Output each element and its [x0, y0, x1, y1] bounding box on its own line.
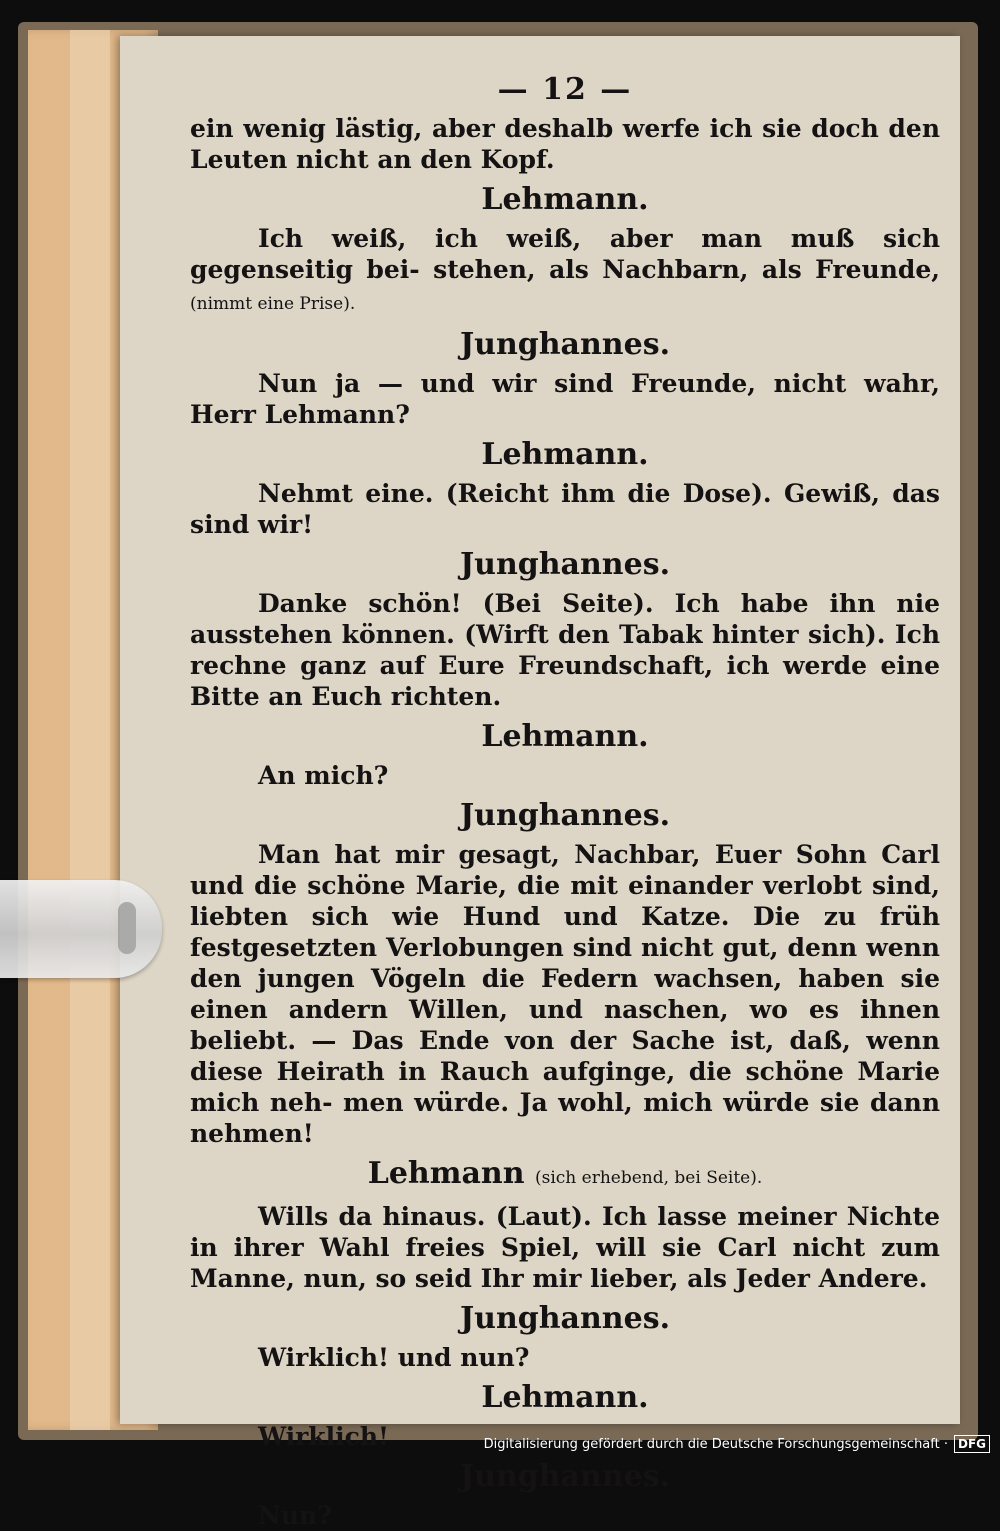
dfg-logo-icon: DFG [954, 1435, 990, 1453]
speaker-name: Junghannes. [459, 547, 671, 582]
speaker-heading [190, 1458, 940, 1496]
dialogue-paragraph [190, 588, 940, 712]
speaker-name: Junghannes. [459, 327, 671, 362]
page-number: — 12 — [497, 72, 633, 107]
paragraph-text: Man hat mir gesagt, Nachbar, Euer Sohn Carl und die schöne Marie, die mit einander verlobt sind, liebten sich wie Hund und Katze. Die zu früh festgesetzten Verlobungen sind nicht gut, denn wenn den jungen Vögeln die Federn wachsen, haben sie einen andern Willen, und naschen, wo es ihnen beliebt. — Das Ende von der Sache ist, daß, wenn diese Heirath in Rauch aufginge, die schöne Marie mich neh- men würde. Ja wohl, mich würde sie dann nehmen! [190, 840, 940, 1148]
paragraph-text: Wirklich! und nun? [258, 1343, 530, 1372]
speaker-heading [190, 326, 940, 364]
page-clip [0, 880, 162, 978]
speaker-name: Lehmann. [481, 719, 649, 754]
cover-strip [70, 30, 110, 1430]
speaker-heading [190, 718, 940, 756]
speaker-heading [190, 181, 940, 219]
dialogue-paragraph [190, 368, 940, 430]
speaker-heading [190, 797, 940, 835]
speaker-heading [190, 546, 940, 584]
speaker-heading [190, 436, 940, 474]
dialogue-paragraph [190, 1500, 940, 1531]
paragraph-text: Nehmt eine. (Reicht ihm die Dose). Gewiß, das sind wir! [190, 479, 940, 539]
page-content [190, 72, 940, 1531]
dialogue-paragraph [190, 223, 940, 320]
paragraph-text: Wills da hinaus. (Laut). Ich lasse meiner Nichte in ihrer Wahl freies Spiel, will sie Carl nicht zum Manne, nun, so seid Ihr mir lieber, als Jeder Andere. [190, 1202, 940, 1293]
dialogue-paragraph [190, 839, 940, 1149]
paragraph-text: ein wenig lästig, aber deshalb werfe ich sie doch den Leuten nicht an den Kopf. [190, 114, 940, 174]
stage-direction: (nimmt eine Prise). [190, 294, 356, 314]
footer [484, 1435, 990, 1453]
dialogue-paragraph [190, 1201, 940, 1294]
paragraph-text: Danke schön! (Bei Seite). Ich habe ihn nie ausstehen können. (Wirft den Tabak hinter sich). Ich rechne ganz auf Eure Freundschaft, ich werde eine Bitte an Euch richten. [190, 589, 940, 711]
speaker-name: Lehmann. [481, 437, 649, 472]
speaker-name: Lehmann. [481, 182, 649, 217]
speaker-name: Lehmann. [481, 1380, 649, 1415]
speaker-heading [190, 1379, 940, 1417]
speaker-name: Lehmann [367, 1156, 525, 1191]
speaker-heading [190, 1300, 940, 1338]
dialogue-paragraph [190, 113, 940, 175]
text-blocks [190, 113, 940, 1531]
stage-direction: (sich erhebend, bei Seite). [534, 1168, 763, 1188]
footer-credit: Digitalisierung gefördert durch die Deutsche Forschungsgemeinschaft · [483, 1436, 948, 1452]
paragraph-text: Nun ja — und wir sind Freunde, nicht wahr, Herr Lehmann? [190, 369, 940, 429]
speaker-name: Junghannes. [459, 1459, 671, 1494]
paragraph-text: Wirklich! [258, 1422, 389, 1451]
speaker-name: Junghannes. [459, 798, 671, 833]
dialogue-paragraph [190, 760, 940, 791]
dialogue-paragraph [190, 478, 940, 540]
speaker-heading [190, 1155, 940, 1197]
speaker-name: Junghannes. [459, 1301, 671, 1336]
paragraph-text: An mich? [258, 761, 389, 790]
paragraph-text: Nun? [258, 1501, 332, 1530]
paragraph-text: Ich weiß, ich weiß, aber man muß sich gegenseitig bei- stehen, als Nachbarn, als Freunde, [190, 224, 940, 284]
dialogue-paragraph [190, 1342, 940, 1373]
